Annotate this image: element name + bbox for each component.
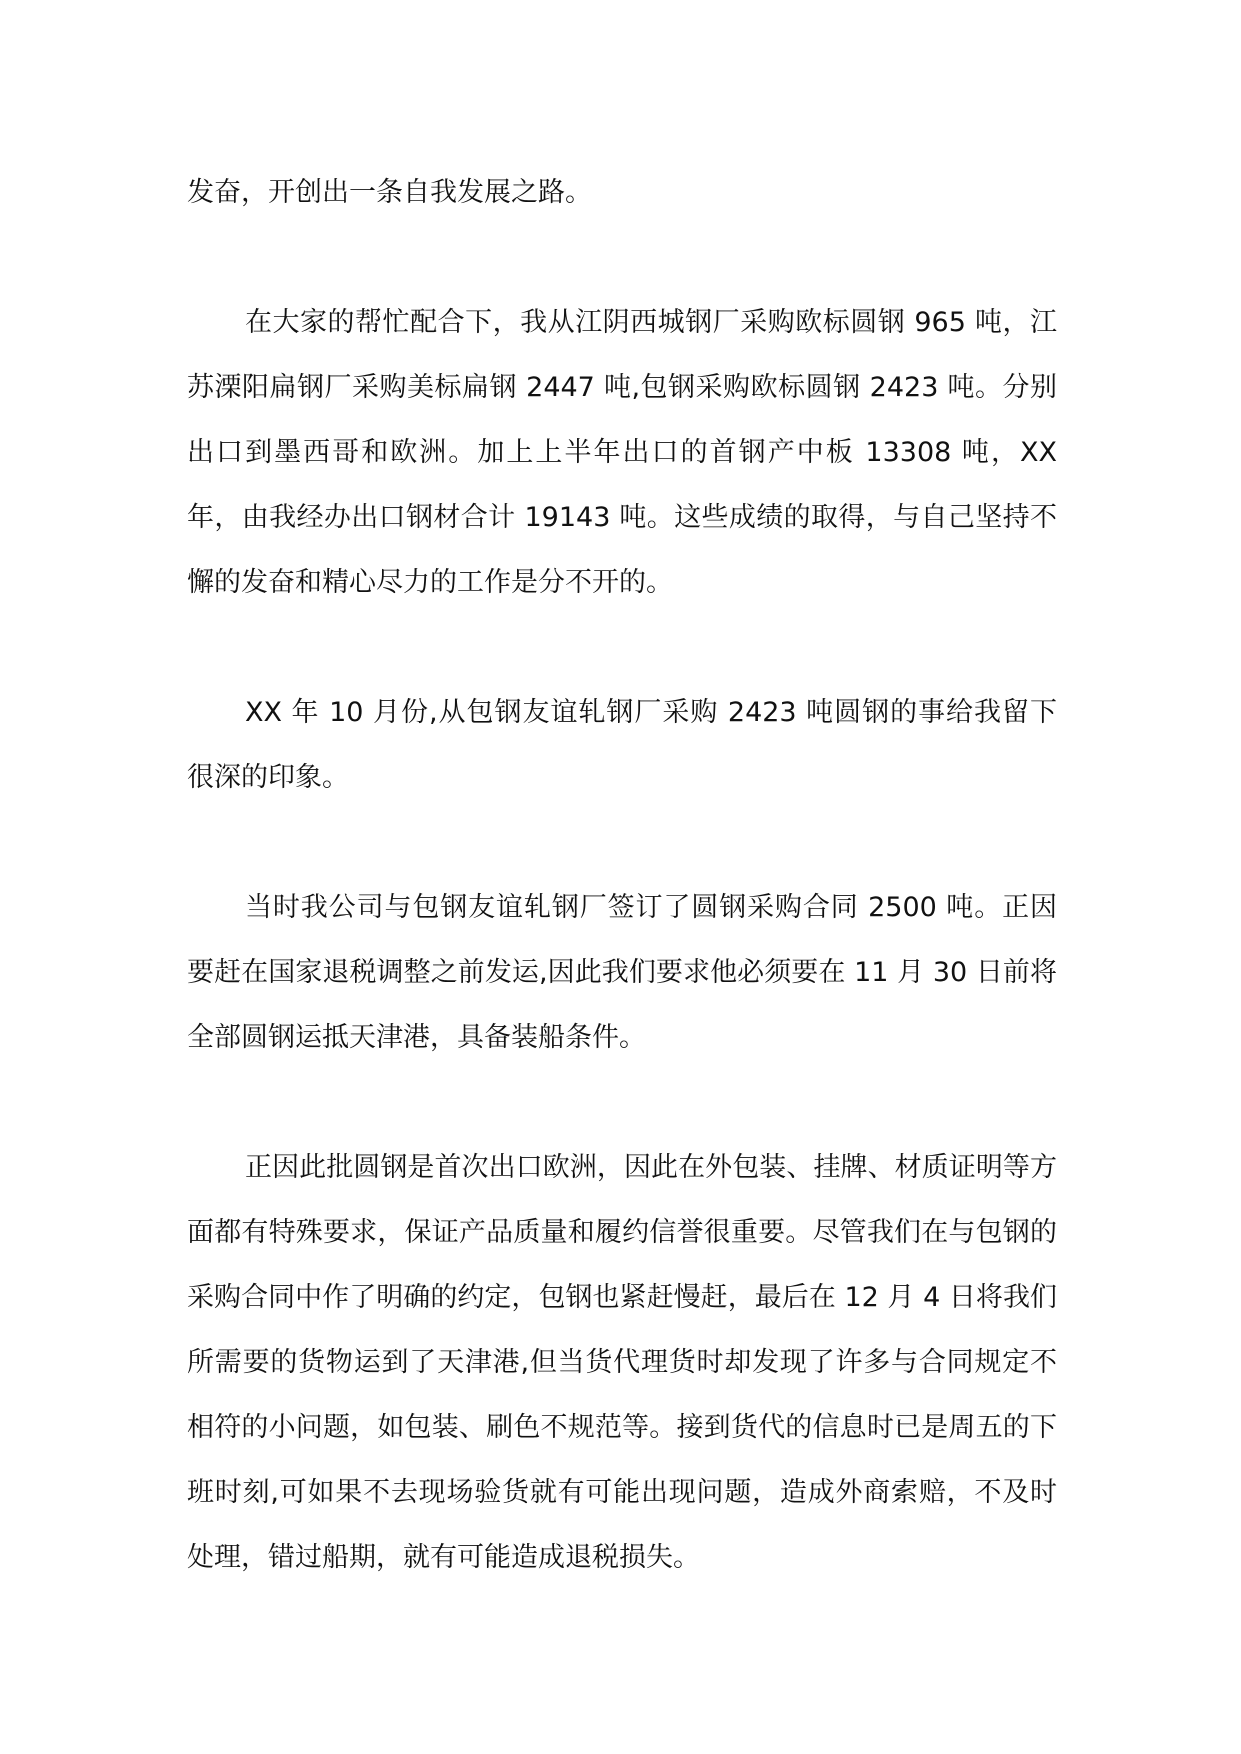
paragraph-quality-issues: 正因此批圆钢是首次出口欧洲，因此在外包装、挂牌、材质证明等方面都有特殊要求，保证产品质量和履约信誉很重要。尽管我们在与包钢的采购合同中作了明确的约定，包钢也紧赶慢赶，最后在 12 月 4 日将我们所需要的货物运到了天津港,但当货代理货时却发现了许多与合同规定不相符的小问题，如包装、刷色不规范等。接到货代的信息时已是周五的下班时刻,可如果不去现场验货就有可能出现问题，造成外商索赔，不及时处理，错过船期，就有可能造成退税损失。 [187,1152,1057,1573]
paragraph-continuation: 发奋，开创出一条自我发展之路。 [187,177,592,208]
paragraph-contract-terms: 当时我公司与包钢友谊轧钢厂签订了圆钢采购合同 2500 吨。正因要赶在国家退税调整之前发运,因此我们要求他必须要在 11 月 30 日前将全部圆钢运抵天津港，具备装船条件。 [187,892,1057,1053]
document-body [187,160,1057,1655]
paragraph-october-purchase: XX 年 10 月份,从包钢友谊轧钢厂采购 2423 吨圆钢的事给我留下很深的印象。 [187,697,1057,793]
paragraph-export-results: 在大家的帮忙配合下，我从江阴西城钢厂采购欧标圆钢 965 吨，江苏溧阳扁钢厂采购美标扁钢 2447 吨,包钢采购欧标圆钢 2423 吨。分别出口到墨西哥和欧洲。加上上半年出口的首钢产中板 13308 吨，XX 年，由我经办出口钢材合计 19143 吨。这些成绩的取得，与自己坚持不懈的发奋和精心尽力的工作是分不开的。 [187,307,1057,598]
